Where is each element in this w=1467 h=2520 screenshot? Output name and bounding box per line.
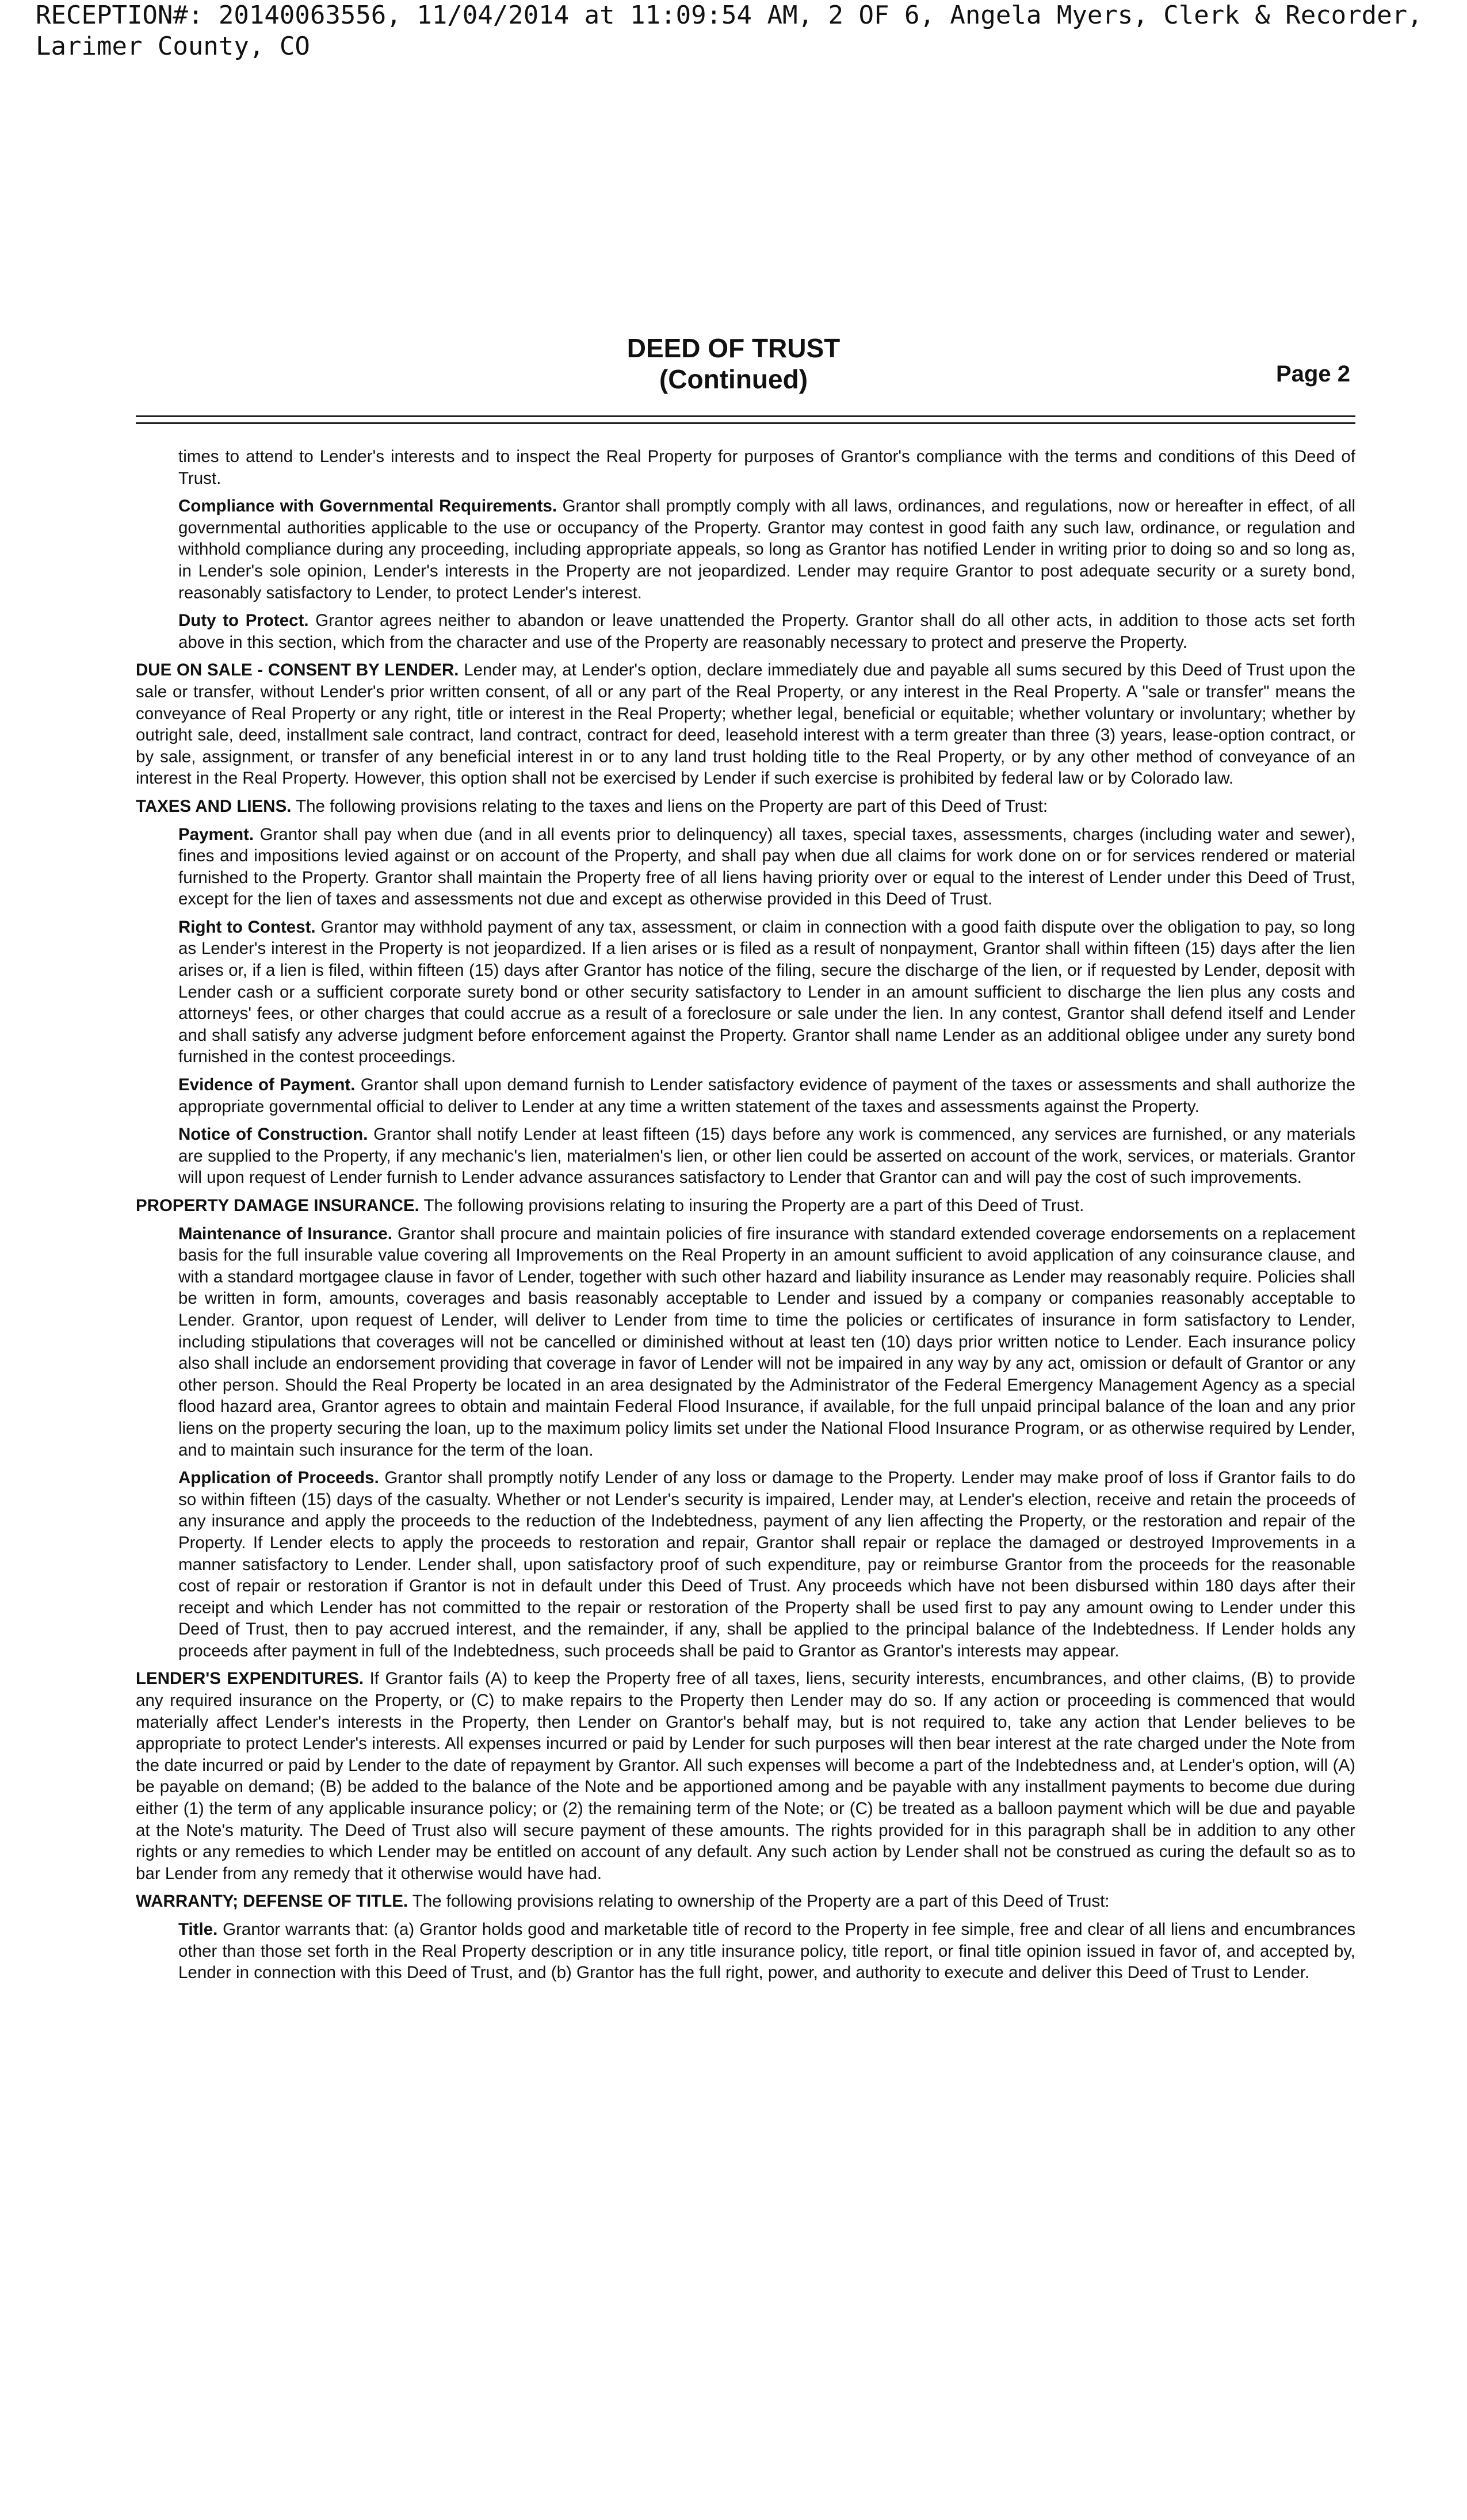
- paragraph-heading: Notice of Construction.: [178, 1125, 368, 1144]
- section-heading: DUE ON SALE - CONSENT BY LENDER.: [136, 660, 459, 680]
- paragraph-title: [136, 1919, 1355, 1984]
- document-body: [136, 446, 1355, 1990]
- paragraph-notice-of-construction: [136, 1124, 1355, 1189]
- section-text: The following provisions relating to ownership of the Property are a part of this Deed of Trust:: [412, 1892, 1110, 1911]
- paragraph-text: Grantor shall procure and maintain policies of fire insurance with standard extended coverage endorsements on a replacement basis for the full insurable value covering all Improvements on the Real Property in an amount sufficient to avoid application of any coinsurance clause, and with a standard mortgagee clause in favor of Lender, together with such other hazard and liability insurance as Lender may reasonably require. Policies shall be written in form, amounts, coverages and basis reasonably acceptable to Lender and issued by a company or companies reasonably acceptable to Lender. Grantor, upon request of Lender, will deliver to Lender from time to time the policies or certificates of insurance in form satisfactory to Lender, including stipulations that coverages will not be cancelled or diminished without at least ten (10) days prior written notice to Lender. Each insurance policy also shall include an endorsement providing that coverage in favor of Lender will not be impaired in any way by any act, omission or default of Grantor or any other person. Should the Real Property be located in an area designated by the Administrator of the Federal Emergency Management Agency as a special flood hazard area, Grantor agrees to obtain and maintain Federal Flood Insurance, if available, for the full unpaid principal balance of the loan and any prior liens on the property securing the loan, up to the maximum policy limits set under the National Flood Insurance Program, or as otherwise required by Lender, and to maintain such insurance for the term of the loan.: [178, 1224, 1355, 1460]
- paragraph-evidence-of-payment: [136, 1074, 1355, 1117]
- paragraph-maintenance-of-insurance: [136, 1223, 1355, 1461]
- paragraph-heading: Compliance with Governmental Requirements.: [178, 497, 557, 516]
- section-heading: LENDER'S EXPENDITURES.: [136, 1669, 364, 1689]
- paragraph-duty-to-protect: [136, 610, 1355, 653]
- paragraph-heading: Payment.: [178, 824, 254, 844]
- paragraph-heading: Title.: [178, 1920, 218, 1939]
- paragraph-right-to-contest: [136, 917, 1355, 1068]
- paragraph-heading: Duty to Protect.: [178, 611, 309, 631]
- section-property-damage-insurance: [136, 1195, 1355, 1217]
- page-number: Page 2: [1276, 361, 1350, 387]
- paragraph-text: Grantor shall notify Lender at least fifteen (15) days before any work is commenced, any services are furnished, or any materials are supplied to the Property, if any mechanic's lien, materialmen's lien, or other lien could be asserted on account of the work, services, or materials. Grantor will upon request of Lender furnish to Lender advance assurances satisfactory to Lender that Grantor can and will pay the cost of such improvements.: [178, 1125, 1355, 1188]
- paragraph-heading: Evidence of Payment.: [178, 1075, 356, 1095]
- paragraph-compliance: [136, 495, 1355, 604]
- header-rule-bottom: [136, 422, 1355, 424]
- title-block: [0, 333, 1467, 395]
- paragraph-heading: Maintenance of Insurance.: [178, 1224, 392, 1243]
- paragraph-text: Grantor shall promptly comply with all laws, ordinances, and regulations, now or hereafter in effect, of all governmental authorities applicable to the use or occupancy of the Property. Grantor may contest in good faith any such law, ordinance, or regulation and withhold compliance during any proceeding, including appropriate appeals, so long as Grantor has notified Lender in writing prior to doing so and so long as, in Lender's sole opinion, Lender's interests in the Property are not jeopardized. Lender may require Grantor to post adequate security or a surety bond, reasonably satisfactory to Lender, to protect Lender's interest.: [178, 497, 1355, 602]
- section-text: The following provisions relating to insuring the Property are a part of this Deed of Trust.: [423, 1196, 1084, 1215]
- section-warranty-defense-of-title: [136, 1891, 1355, 1912]
- paragraph-text: Grantor may withhold payment of any tax, assessment, or claim in connection with a good faith dispute over the obligation to pay, so long as Lender's interest in the Property is not jeopardized. If a lien arises or is filed as a result of nonpayment, Grantor shall within fifteen (15) days after the lien arises or, if a lien is filed, within fifteen (15) days after Grantor has notice of the filing, secure the discharge of the lien, or if requested by Lender, deposit with Lender cash or a sufficient corporate surety bond or other security satisfactory to Lender in an amount sufficient to discharge the lien plus any costs and attorneys' fees, or other charges that could accrue as a result of a foreclosure or sale under the lien. In any contest, Grantor shall defend itself and Lender and shall satisfy any adverse judgment before enforcement against the Property. Grantor shall name Lender as an additional obligee under any surety bond furnished in the contest proceedings.: [178, 917, 1356, 1067]
- document-subtitle: (Continued): [659, 364, 808, 394]
- section-text: The following provisions relating to the taxes and liens on the Property are part of this Deed of Trust:: [296, 796, 1048, 816]
- paragraph-continuation: [136, 446, 1355, 489]
- paragraph-text: Grantor warrants that: (a) Grantor holds good and marketable title of record to the Property in fee simple, free and clear of all liens and encumbrances other than those set forth in the Real Property description or in any title insurance policy, title report, or final title opinion issued in favor of, and accepted by, Lender in connection with this Deed of Trust, and (b) Grantor has the full right, power, and authority to execute and deliver this Deed of Trust to Lender.: [178, 1920, 1356, 1983]
- section-heading: TAXES AND LIENS.: [136, 796, 292, 816]
- paragraph-text: Grantor shall upon demand furnish to Lender satisfactory evidence of payment of the taxes or assessments and shall authorize the appropriate governmental official to deliver to Lender at any time a written statement of the taxes and assessments against the Property.: [178, 1075, 1355, 1116]
- section-due-on-sale: [136, 659, 1355, 789]
- paragraph-text: times to attend to Lender's interests and to inspect the Real Property for purposes of Grantor's compliance with the terms and conditions of this Deed of Trust.: [178, 447, 1355, 488]
- section-heading: PROPERTY DAMAGE INSURANCE.: [136, 1196, 419, 1215]
- section-taxes-and-liens: [136, 796, 1355, 818]
- paragraph-text: Grantor shall pay when due (and in all events prior to delinquency) all taxes, special taxes, assessments, charges (including water and sewer), fines and impositions levied against or on account of the Property, and shall pay when due all claims for work done on or for services rendered or material furnished to the Property. Grantor shall maintain the Property free of all liens having priority over or equal to the interest of Lender under this Deed of Trust, except for the lien of taxes and assessments not due and except as otherwise provided in this Deed of Trust.: [178, 824, 1355, 909]
- document-title: DEED OF TRUST: [626, 333, 841, 363]
- section-text: Lender may, at Lender's option, declare immediately due and payable all sums secured by this Deed of Trust upon the sale or transfer, without Lender's prior written consent, of all or any part of the Real Property, or any interest in the Real Property. A "sale or transfer" means the conveyance of Real Property or any right, title or interest in the Real Property; whether legal, beneficial or equitable; whether voluntary or involuntary; whether by outright sale, deed, installment sale contract, land contract, contract for deed, leasehold interest with a term greater than three (3) years, lease-option contract, or by sale, assignment, or transfer of any beneficial interest in or to any land trust holding title to the Real Property, or by any other method of conveyance of an interest in the Real Property. However, this option shall not be exercised by Lender if such exercise is prohibited by federal law or by Colorado law.: [136, 660, 1356, 788]
- header-rule-top: [136, 415, 1355, 417]
- paragraph-text: Grantor shall promptly notify Lender of any loss or damage to the Property. Lender may make proof of loss if Grantor fails to do so within fifteen (15) days of the casualty. Whether or not Lender's security is impaired, Lender may, at Lender's election, receive and retain the proceeds of any insurance and apply the proceeds to the reduction of the Indebtedness, payment of any lien affecting the Property, or the restoration and repair of the Property. If Lender elects to apply the proceeds to restoration and repair, Grantor shall repair or replace the damaged or destroyed Improvements in a manner satisfactory to Lender. Lender shall, upon satisfactory proof of such expenditure, pay or reimburse Grantor from the proceeds for the reasonable cost of repair or restoration if Grantor is not in default under this Deed of Trust. Any proceeds which have not been disbursed within 180 days after their receipt and which Lender has not committed to the repair or restoration of the Property shall be used first to pay any amount owing to Lender under this Deed of Trust, then to pay accrued interest, and the remainder, if any, shall be applied to the principal balance of the Indebtedness. If Lender holds any proceeds after payment in full of the Indebtedness, such proceeds shall be paid to Grantor as Grantor's interests may appear.: [178, 1468, 1355, 1660]
- section-heading: WARRANTY; DEFENSE OF TITLE.: [136, 1892, 408, 1911]
- paragraph-text: Grantor agrees neither to abandon or leave unattended the Property. Grantor shall do all other acts, in addition to those acts set forth above in this section, which from the character and use of the Property are reasonably necessary to protect and preserve the Property.: [178, 611, 1356, 652]
- paragraph-heading: Application of Proceeds.: [178, 1468, 379, 1488]
- section-lenders-expenditures: [136, 1668, 1355, 1884]
- paragraph-payment: [136, 824, 1355, 910]
- reception-header: RECEPTION#: 20140063556, 11/04/2014 at 11:09:54 AM, 2 OF 6, Angela Myers, Clerk & Recorder, Larimer County, CO: [36, 1, 1423, 61]
- paragraph-heading: Right to Contest.: [178, 917, 316, 937]
- paragraph-application-of-proceeds: [136, 1467, 1355, 1662]
- section-text: If Grantor fails (A) to keep the Property free of all taxes, liens, security interests, encumbrances, and other claims, (B) to provide any required insurance on the Property, or (C) to make repairs to the Property then Lender may do so. If any action or proceeding is commenced that would materially affect Lender's interests in the Property, then Lender on Grantor's behalf may, but is not required to, take any action that Lender believes to be appropriate to protect Lender's interests. All expenses incurred or paid by Lender for such purposes will then bear interest at the rate charged under the Note from the date incurred or paid by Lender to the date of repayment by Grantor. All such expenses will become a part of the Indebtedness and, at Lender's option, will (A) be payable on demand; (B) be added to the balance of the Note and be apportioned among and be payable with any installment payments to become due during either (1) the term of any applicable insurance policy; or (2) the remaining term of the Note; or (C) be treated as a balloon payment which will be due and payable at the Note's maturity. The Deed of Trust also will secure payment of these amounts. The rights provided for in this paragraph shall be in addition to any other rights or any remedies to which Lender may be entitled on account of any default. Any such action by Lender shall not be construed as curing the default so as to bar Lender from any remedy that it otherwise would have had.: [136, 1669, 1355, 1883]
